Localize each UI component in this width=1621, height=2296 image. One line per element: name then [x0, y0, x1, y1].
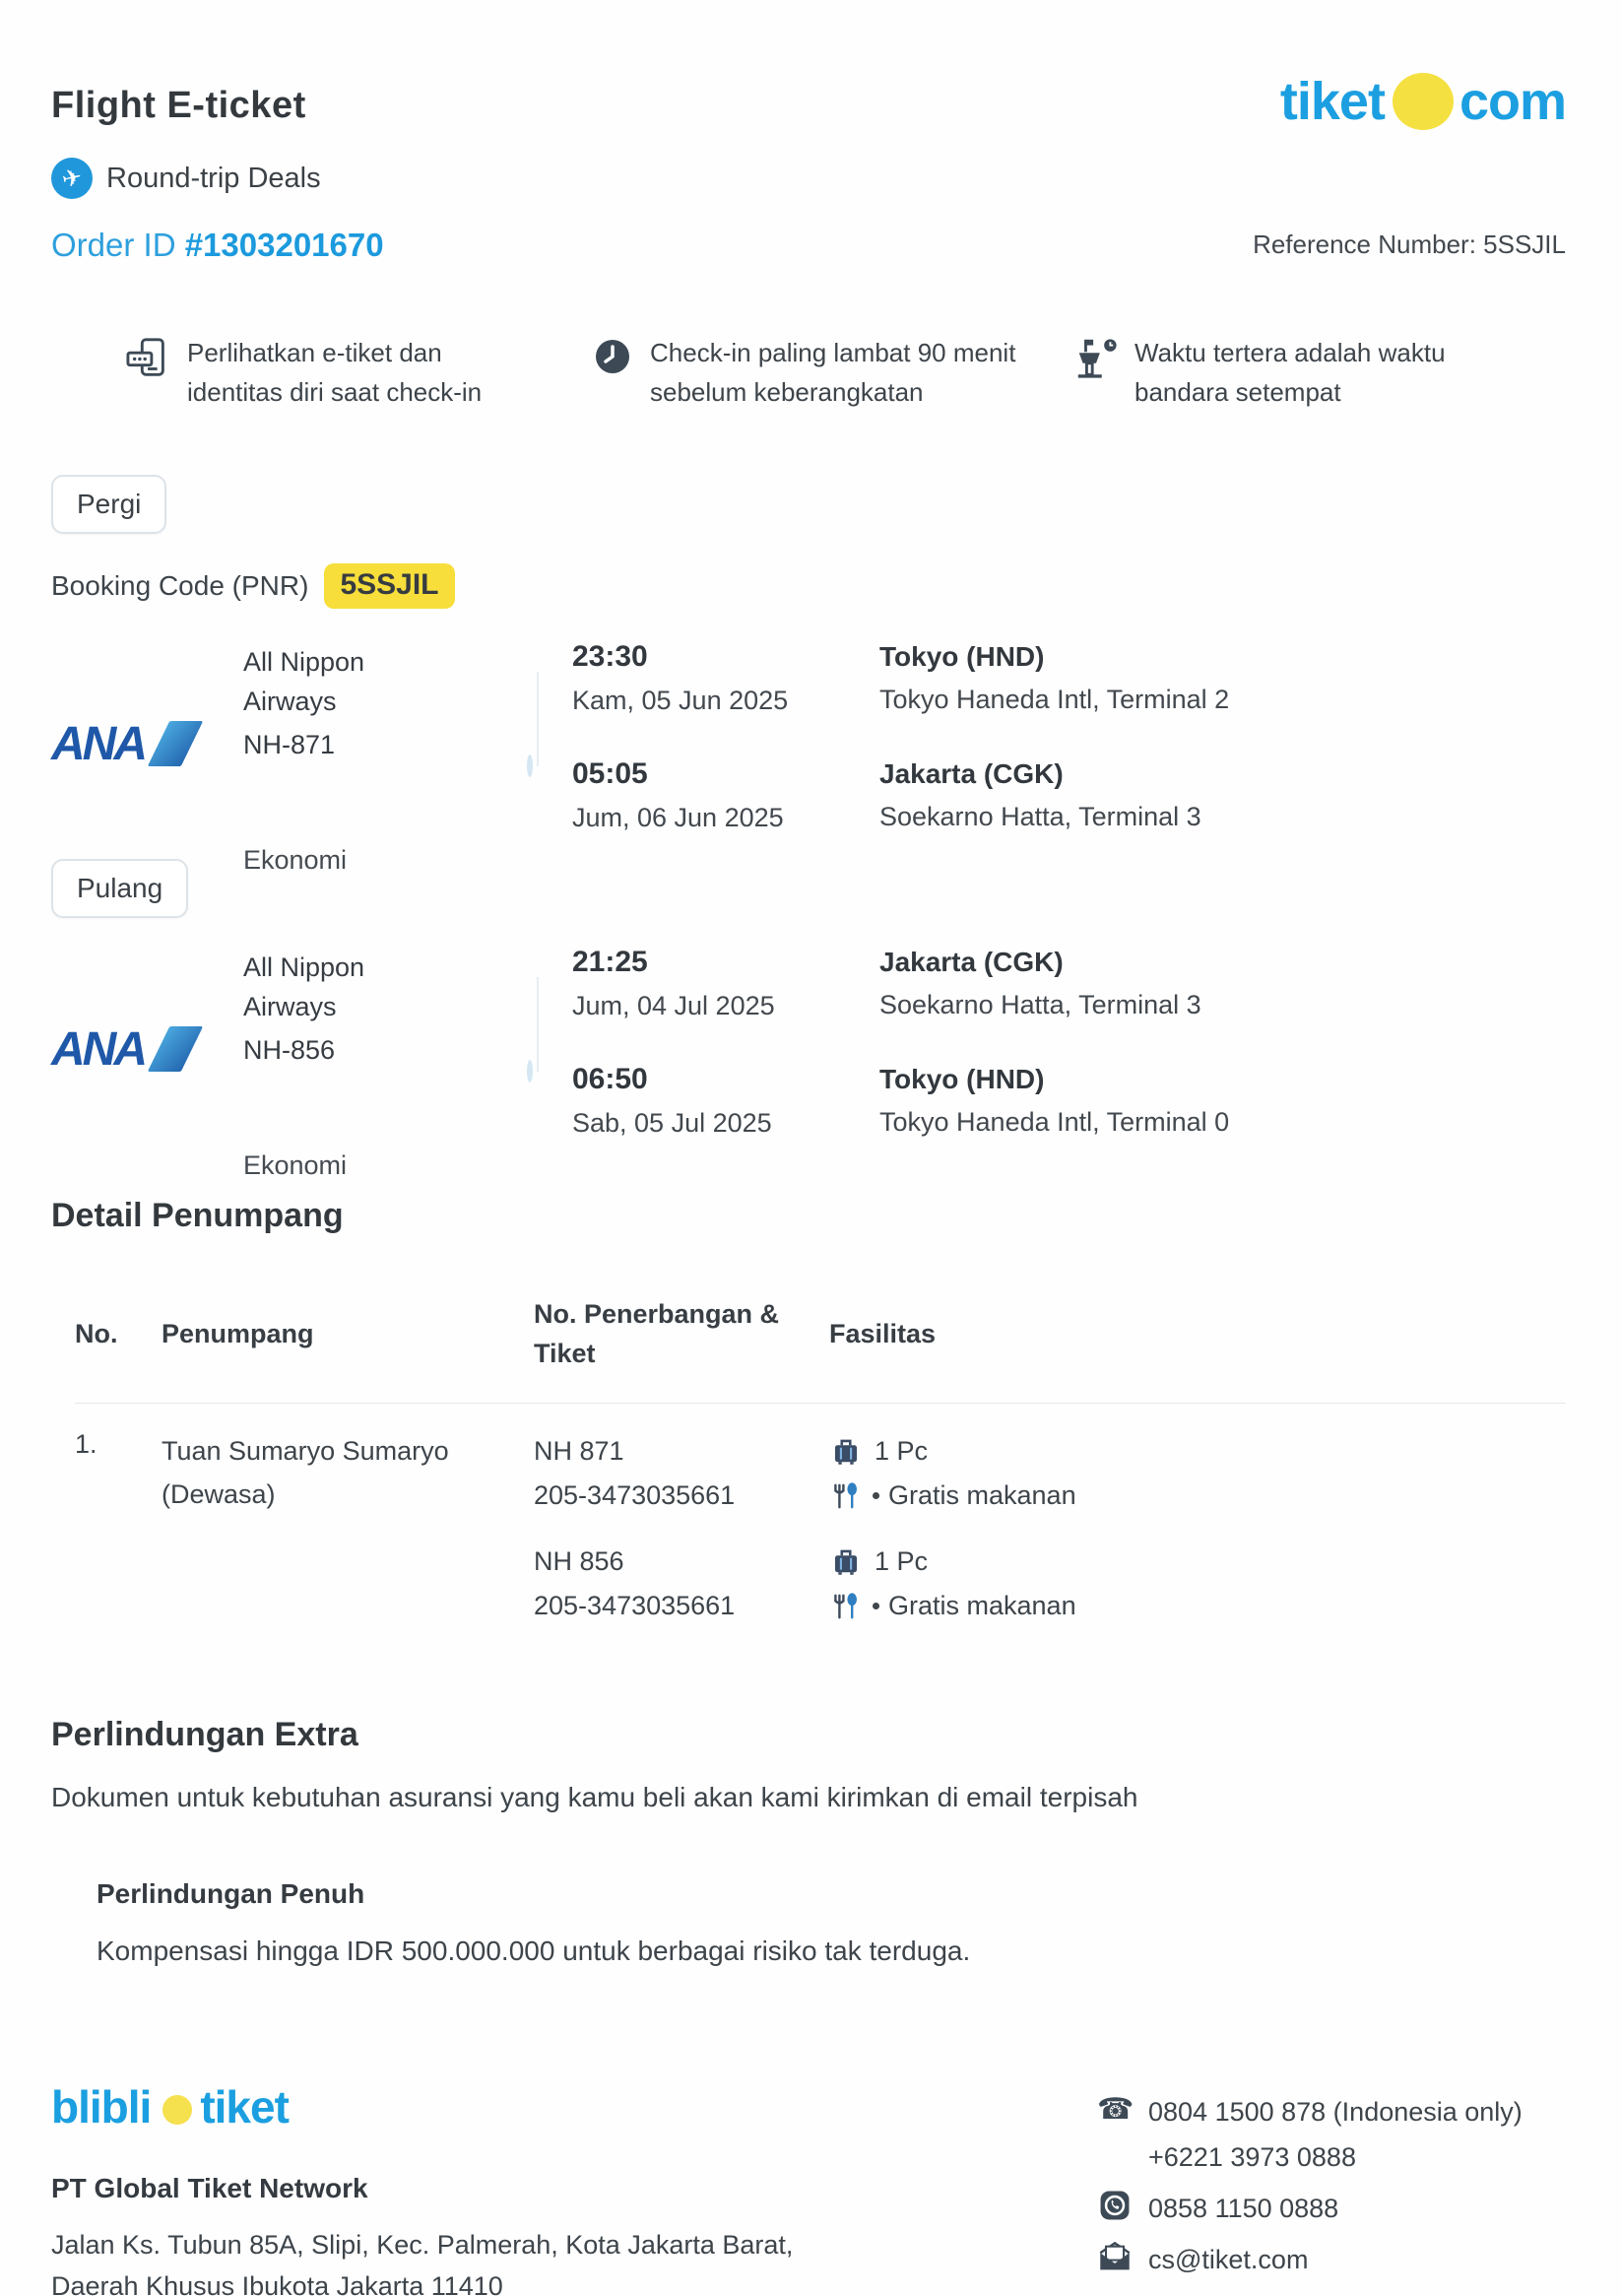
logo-text-blibli: blibli [51, 2081, 152, 2132]
flight-number: NH-856 [243, 1035, 336, 1065]
page-title: Flight E-ticket [51, 85, 306, 126]
arrival-date: Sab, 05 Jul 2025 [572, 1108, 772, 1138]
table-header [75, 1294, 1566, 1404]
return-flight-card [51, 946, 1566, 1180]
phone-number-main: 0804 1500 878 (Indonesia only) [1148, 2097, 1523, 2127]
passenger-table [51, 1294, 1566, 1628]
trip-tag-pergi: Pergi [51, 475, 166, 534]
airline-name: All Nippon Airways [243, 647, 365, 716]
flight-timeline [527, 946, 1566, 1139]
meal-icon [829, 1591, 861, 1622]
airline-name: All Nippon Airways [243, 952, 365, 1021]
email-icon [1097, 2240, 1133, 2272]
departure-date: Jum, 04 Jul 2025 [572, 991, 775, 1020]
col-header-no: No. [75, 1319, 118, 1348]
order-id [51, 227, 384, 264]
outbound-section [51, 475, 1566, 875]
timeline-line [537, 672, 539, 766]
ana-airline-logo [51, 654, 243, 833]
whatsapp-contact [1097, 2189, 1523, 2228]
passenger-type: (Dewasa) [162, 1479, 276, 1509]
logo-yellow-dot-icon [162, 2095, 192, 2125]
flight-segment [534, 1429, 1566, 1518]
arrival-airport: Tokyo Haneda Intl, Terminal 0 [879, 1107, 1230, 1137]
return-section [51, 859, 1566, 1180]
departure-time: 21:25 [572, 946, 648, 978]
ana-slash-icon [148, 721, 203, 766]
arrival-city: Jakarta (CGK) [879, 758, 1064, 789]
order-id-value: #1303201670 [184, 227, 384, 263]
logo-text-tiket: tiket [200, 2081, 289, 2132]
meal-facility: Gratis makanan [888, 1480, 1076, 1510]
notice-item [1073, 333, 1566, 412]
ana-slash-icon [148, 1026, 203, 1072]
arrival-time: 06:50 [572, 1063, 648, 1095]
protection-plan-description: Kompensasi hingga IDR 500.000.000 untuk berbagai risiko tak terduga. [97, 1935, 971, 1966]
telephone-icon: ☎ [1097, 2092, 1135, 2127]
address-line: Jalan Ks. Tubun 85A, Slipi, Kec. Palmerah, Kota Jakarta Barat, [51, 2230, 794, 2260]
baggage-icon [829, 1545, 863, 1579]
deal-label: Round-trip Deals [106, 162, 321, 194]
col-header-name: Penumpang [162, 1319, 314, 1348]
protection-note: Dokumen untuk kebutuhan asuransi yang kamu beli akan kami kirimkan di email terpisah [51, 1782, 1138, 1812]
bullet-icon [873, 1603, 879, 1609]
eticket-phone-icon [126, 335, 171, 380]
baggage-allowance: 1 Pc [875, 1436, 929, 1466]
row-number: 1. [75, 1429, 97, 1459]
email-address: cs@tiket.com [1148, 2245, 1309, 2274]
header [51, 71, 1566, 264]
col-header-ticket: No. Penerbangan & Tiket [534, 1299, 780, 1368]
footer [51, 2066, 1566, 2296]
meal-icon [829, 1480, 861, 1512]
cabin-class: Ekonomi [243, 845, 348, 875]
notice-item [591, 333, 1073, 412]
notice-text: Check-in paling lambat 90 menit sebelum keberangkatan [650, 338, 1016, 407]
protection-section-title: Perlindungan Extra [51, 1716, 358, 1753]
company-name: PT Global Tiket Network [51, 2173, 368, 2203]
arrival-time: 05:05 [572, 757, 648, 790]
phone-number-alt: +6221 3973 0888 [1148, 2142, 1356, 2172]
protection-plan [97, 1878, 1566, 1967]
tiket-com-logo [1280, 71, 1566, 132]
logo-text-com: com [1459, 72, 1566, 131]
segment-flight-number: NH 856 [534, 1546, 624, 1576]
departure-airport: Soekarno Hatta, Terminal 3 [879, 990, 1201, 1019]
notice-text: Waktu tertera adalah waktu bandara setempat [1135, 338, 1446, 407]
flight-number: NH-871 [243, 730, 336, 759]
ana-airline-logo [51, 959, 243, 1139]
baggage-allowance: 1 Pc [875, 1546, 929, 1576]
departure-city: Tokyo (HND) [879, 641, 1045, 672]
departure-city: Jakarta (CGK) [879, 947, 1064, 977]
timeline-line [537, 977, 539, 1072]
phone-contact [1097, 2092, 1523, 2177]
outbound-flight-card [51, 640, 1566, 875]
table-row [75, 1404, 1566, 1628]
address-line: Daerah Khusus Ibukota Jakarta 11410 [51, 2271, 503, 2296]
whatsapp-number: 0858 1150 0888 [1148, 2194, 1339, 2223]
trip-tag-pulang: Pulang [51, 859, 188, 918]
passenger-section [51, 1197, 1566, 1628]
ana-logo-text: ANA [51, 717, 145, 770]
contact-block [1097, 2092, 1523, 2279]
bullet-icon [873, 1492, 879, 1499]
departure-date: Kam, 05 Jun 2025 [572, 686, 789, 715]
departure-airport: Tokyo Haneda Intl, Terminal 2 [879, 685, 1230, 714]
passenger-name: Tuan Sumaryo Sumaryo [162, 1436, 449, 1466]
notice-row [126, 333, 1566, 412]
arrival-airport: Soekarno Hatta, Terminal 3 [879, 802, 1201, 831]
booking-code-label: Booking Code (PNR) [51, 570, 309, 601]
passenger-section-title: Detail Penumpang [51, 1197, 344, 1234]
email-contact [1097, 2240, 1523, 2279]
ana-logo-text: ANA [51, 1022, 145, 1076]
order-id-label: Order ID [51, 227, 176, 263]
booking-code-badge: 5SSJIL [324, 563, 454, 609]
whatsapp-icon [1098, 2189, 1132, 2222]
arrival-city: Tokyo (HND) [879, 1064, 1045, 1094]
baggage-icon [829, 1435, 863, 1469]
departure-time: 23:30 [572, 640, 648, 673]
reference-number: Reference Number: 5SSJIL [1253, 230, 1566, 259]
protection-section [51, 1716, 1566, 1967]
round-trip-plane-icon: ✈ [51, 158, 93, 199]
col-header-facility: Fasilitas [829, 1319, 937, 1348]
meal-facility: Gratis makanan [888, 1591, 1076, 1620]
airport-tower-icon [1073, 335, 1119, 380]
notice-text: Perlihatkan e-tiket dan identitas diri saat check-in [187, 338, 483, 407]
arrival-dot-icon [527, 754, 533, 777]
logo-text-tiket: tiket [1279, 72, 1385, 131]
cabin-class: Ekonomi [243, 1150, 348, 1180]
segment-flight-number: NH 871 [534, 1436, 624, 1466]
flight-segment [534, 1540, 1566, 1628]
arrival-date: Jum, 06 Jun 2025 [572, 803, 784, 832]
flight-timeline [527, 640, 1566, 833]
segment-ticket-number: 205-3473035661 [534, 1480, 736, 1510]
protection-plan-name: Perlindungan Penuh [97, 1878, 365, 1909]
clock-icon [591, 335, 634, 378]
logo-yellow-dot-icon [1393, 73, 1454, 130]
arrival-dot-icon [527, 1060, 533, 1082]
notice-item [126, 333, 591, 412]
segment-ticket-number: 205-3473035661 [534, 1591, 736, 1620]
